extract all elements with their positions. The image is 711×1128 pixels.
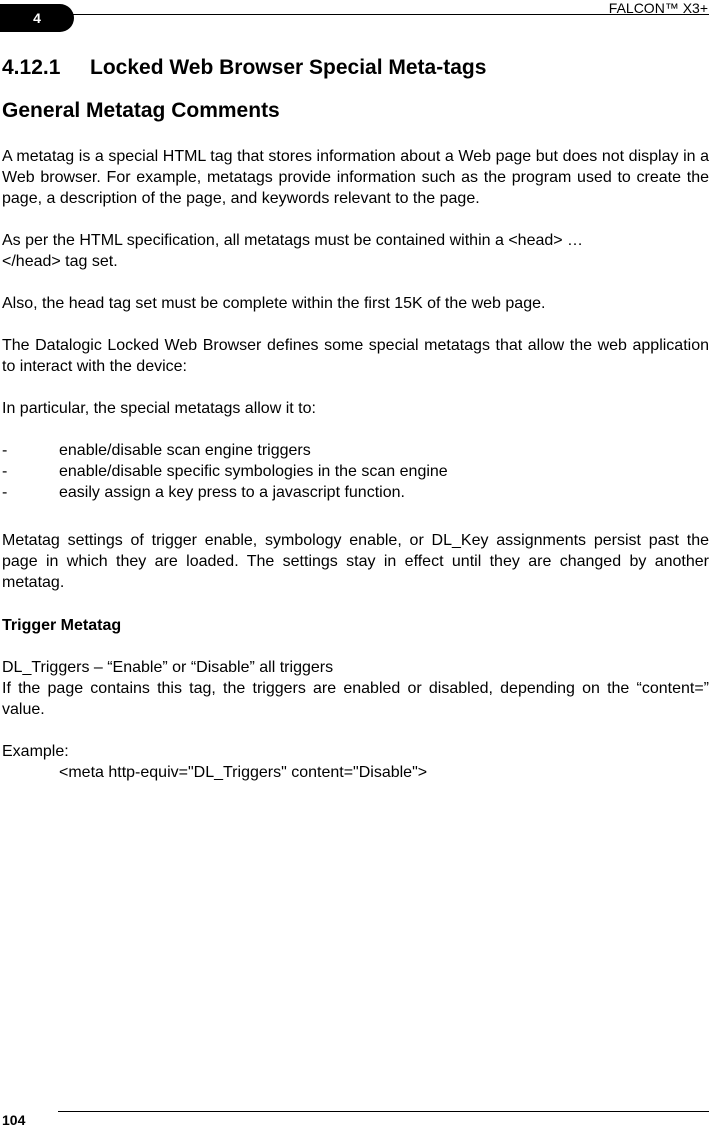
list-item-text: enable/disable scan engine triggers — [59, 442, 311, 459]
example-label: Example: — [2, 743, 69, 760]
paragraph-html-spec-line2: </head> tag set. — [2, 253, 118, 270]
example-code: <meta http-equiv="DL_Triggers" content="Disable"> — [59, 764, 428, 781]
capabilities-list — [2, 440, 709, 503]
list-marker: - — [2, 442, 8, 459]
paragraph-head-limit: Also, the head tag set must be complete within the first 15K of the web page. — [2, 295, 546, 312]
subsection-title: General Metatag Comments — [2, 99, 280, 122]
list-marker: - — [2, 463, 8, 480]
section-title: Locked Web Browser Special Meta-tags — [90, 56, 487, 79]
trigger-metatag-heading: Trigger Metatag — [2, 617, 122, 634]
list-item — [2, 461, 709, 482]
page-content — [2, 54, 709, 783]
paragraph-in-particular: In particular, the special metatags allow it to: — [2, 400, 316, 417]
list-item-text: easily assign a key press to a javascript function. — [59, 484, 405, 501]
list-item-text: enable/disable specific symbologies in the scan engine — [59, 463, 448, 480]
section-number: 4.12.1 — [2, 56, 61, 79]
footer-rule — [58, 1111, 709, 1112]
trigger-explanation: If the page contains this tag, the triggers are enabled or disabled, depending on the “content=” value. — [2, 680, 709, 718]
chapter-badge: 4 — [0, 4, 74, 32]
paragraph-persistence: Metatag settings of trigger enable, symbology enable, or DL_Key assignments persist past the page in which they are loaded. The settings stay in effect until they are changed by another metatag. — [2, 532, 709, 591]
list-item — [2, 440, 709, 461]
paragraph-html-spec-line1: As per the HTML specification, all metatags must be contained within a <head> … — [2, 232, 584, 249]
trigger-tag-line: DL_Triggers – “Enable” or “Disable” all triggers — [2, 659, 334, 676]
paragraph-datalogic: The Datalogic Locked Web Browser defines some special metatags that allow the web application to interact with the device: — [2, 337, 709, 375]
paragraph-html-spec — [2, 230, 709, 272]
list-item — [2, 482, 709, 503]
product-name: FALCON™ X3+ — [608, 0, 708, 16]
paragraph-metatag-definition: A metatag is a special HTML tag that stores information about a Web page but does not display in a Web browser. For example, metatags provide information such as the program used to create the page, a description of the page, and keywords relevant to the page. — [2, 148, 709, 207]
page-number: 104 — [2, 1112, 26, 1128]
section-heading — [2, 54, 709, 82]
trigger-description — [2, 657, 709, 720]
list-marker: - — [2, 484, 8, 501]
